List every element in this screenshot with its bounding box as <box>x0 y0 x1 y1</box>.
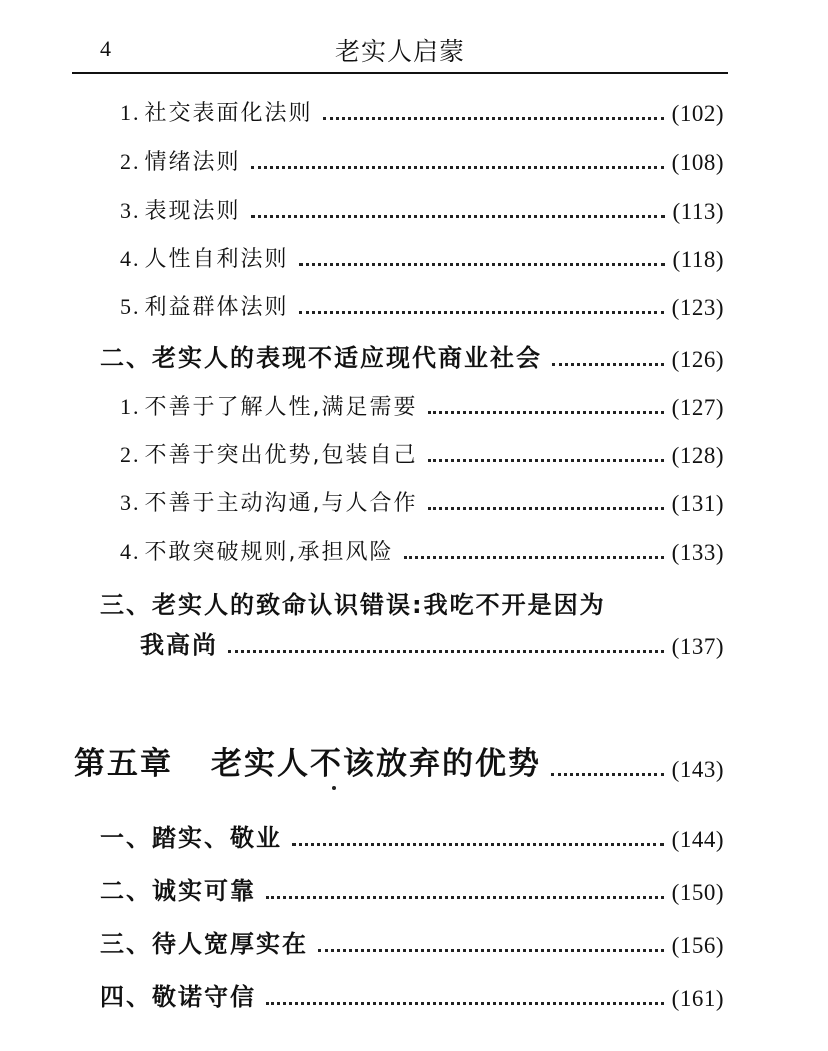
page-number: 4 <box>100 36 111 61</box>
section-page: (150) <box>671 880 724 905</box>
section-title: 三、待人宽厚实在 <box>100 930 308 958</box>
entry-title: 不善于突出优势,包装自己 <box>144 443 418 468</box>
toc-section <box>100 338 724 373</box>
toc-entry <box>120 242 724 273</box>
toc-entry <box>120 390 724 421</box>
dot-leader <box>251 166 664 169</box>
toc-section <box>140 625 724 660</box>
section-page: (126) <box>671 347 724 372</box>
toc-entry <box>120 486 724 517</box>
entry-title: 社交表面化法则 <box>144 101 313 126</box>
dot-leader <box>323 117 664 120</box>
entry-page: (131) <box>671 491 724 516</box>
toc-section <box>100 924 724 959</box>
entry-number: 1. <box>120 100 141 125</box>
chapter-number: 第五章 <box>74 746 173 782</box>
section-title: 二、老实人的表现不适应现代商业社会 <box>100 344 542 372</box>
dot-leader <box>404 556 664 559</box>
entry-title: 利益群体法则 <box>144 295 289 320</box>
entry-title: 不善于了解人性,满足需要 <box>144 395 418 420</box>
toc-entry <box>120 438 724 469</box>
section-page: (137) <box>671 634 724 659</box>
entry-number: 2. <box>120 442 141 467</box>
chapter-title: 老实人不该放弃的优势 <box>211 746 541 782</box>
dot-leader <box>228 650 664 653</box>
dot-leader <box>552 363 664 366</box>
entry-number: 1. <box>120 394 141 419</box>
section-title: 一、踏实、敬业 <box>100 824 282 852</box>
dot-leader <box>428 507 664 510</box>
entry-page: (127) <box>671 395 724 420</box>
entry-title: 人性自利法则 <box>144 247 289 272</box>
entry-title: 表现法则 <box>144 199 241 224</box>
entry-number: 2. <box>120 149 141 174</box>
running-header <box>72 28 728 74</box>
dot-leader <box>299 263 665 266</box>
entry-number: 4. <box>120 539 141 564</box>
entry-title: 不善于主动沟通,与人合作 <box>144 491 418 516</box>
print-speck <box>332 786 336 790</box>
toc-entry <box>120 535 724 566</box>
dot-leader <box>251 215 665 218</box>
entry-title: 不敢突破规则,承担风险 <box>144 540 394 565</box>
entry-page: (108) <box>671 150 724 175</box>
dot-leader <box>299 311 664 314</box>
toc-section <box>100 977 724 1012</box>
dot-leader <box>266 896 664 899</box>
dot-leader <box>318 949 664 952</box>
section-page: (156) <box>671 933 724 958</box>
toc-chapter <box>74 738 724 783</box>
section-page: (144) <box>671 827 724 852</box>
toc-section <box>100 818 724 853</box>
dot-leader <box>266 1002 664 1005</box>
entry-title: 情绪法则 <box>144 150 241 175</box>
entry-page: (128) <box>671 443 724 468</box>
entry-number: 4. <box>120 246 141 271</box>
chapter-page: (143) <box>671 757 724 782</box>
dot-leader <box>292 843 664 846</box>
dot-leader <box>551 773 664 776</box>
entry-number: 5. <box>120 294 141 319</box>
toc-entry <box>120 145 724 176</box>
entry-page: (113) <box>672 199 724 224</box>
entry-page: (133) <box>671 540 724 565</box>
entry-number: 3. <box>120 490 141 515</box>
section-title-line2: 我高尚 <box>140 631 218 659</box>
entry-page: (102) <box>671 101 724 126</box>
dot-leader <box>428 411 664 414</box>
section-title: 二、诚实可靠 <box>100 877 256 905</box>
book-title: 老实人启蒙 <box>334 37 465 66</box>
toc-entry <box>120 290 724 321</box>
section-page: (161) <box>671 986 724 1011</box>
entry-page: (123) <box>671 295 724 320</box>
section-title-line1: 三、老实人的致命认识错误:我吃不开是因为 <box>100 591 606 619</box>
section-title: 四、敬诺守信 <box>100 983 256 1011</box>
toc-entry <box>120 194 724 225</box>
entry-number: 3. <box>120 198 141 223</box>
dot-leader <box>428 459 664 462</box>
entry-page: (118) <box>672 247 724 272</box>
toc-section <box>100 871 724 906</box>
toc-entry <box>120 96 724 127</box>
